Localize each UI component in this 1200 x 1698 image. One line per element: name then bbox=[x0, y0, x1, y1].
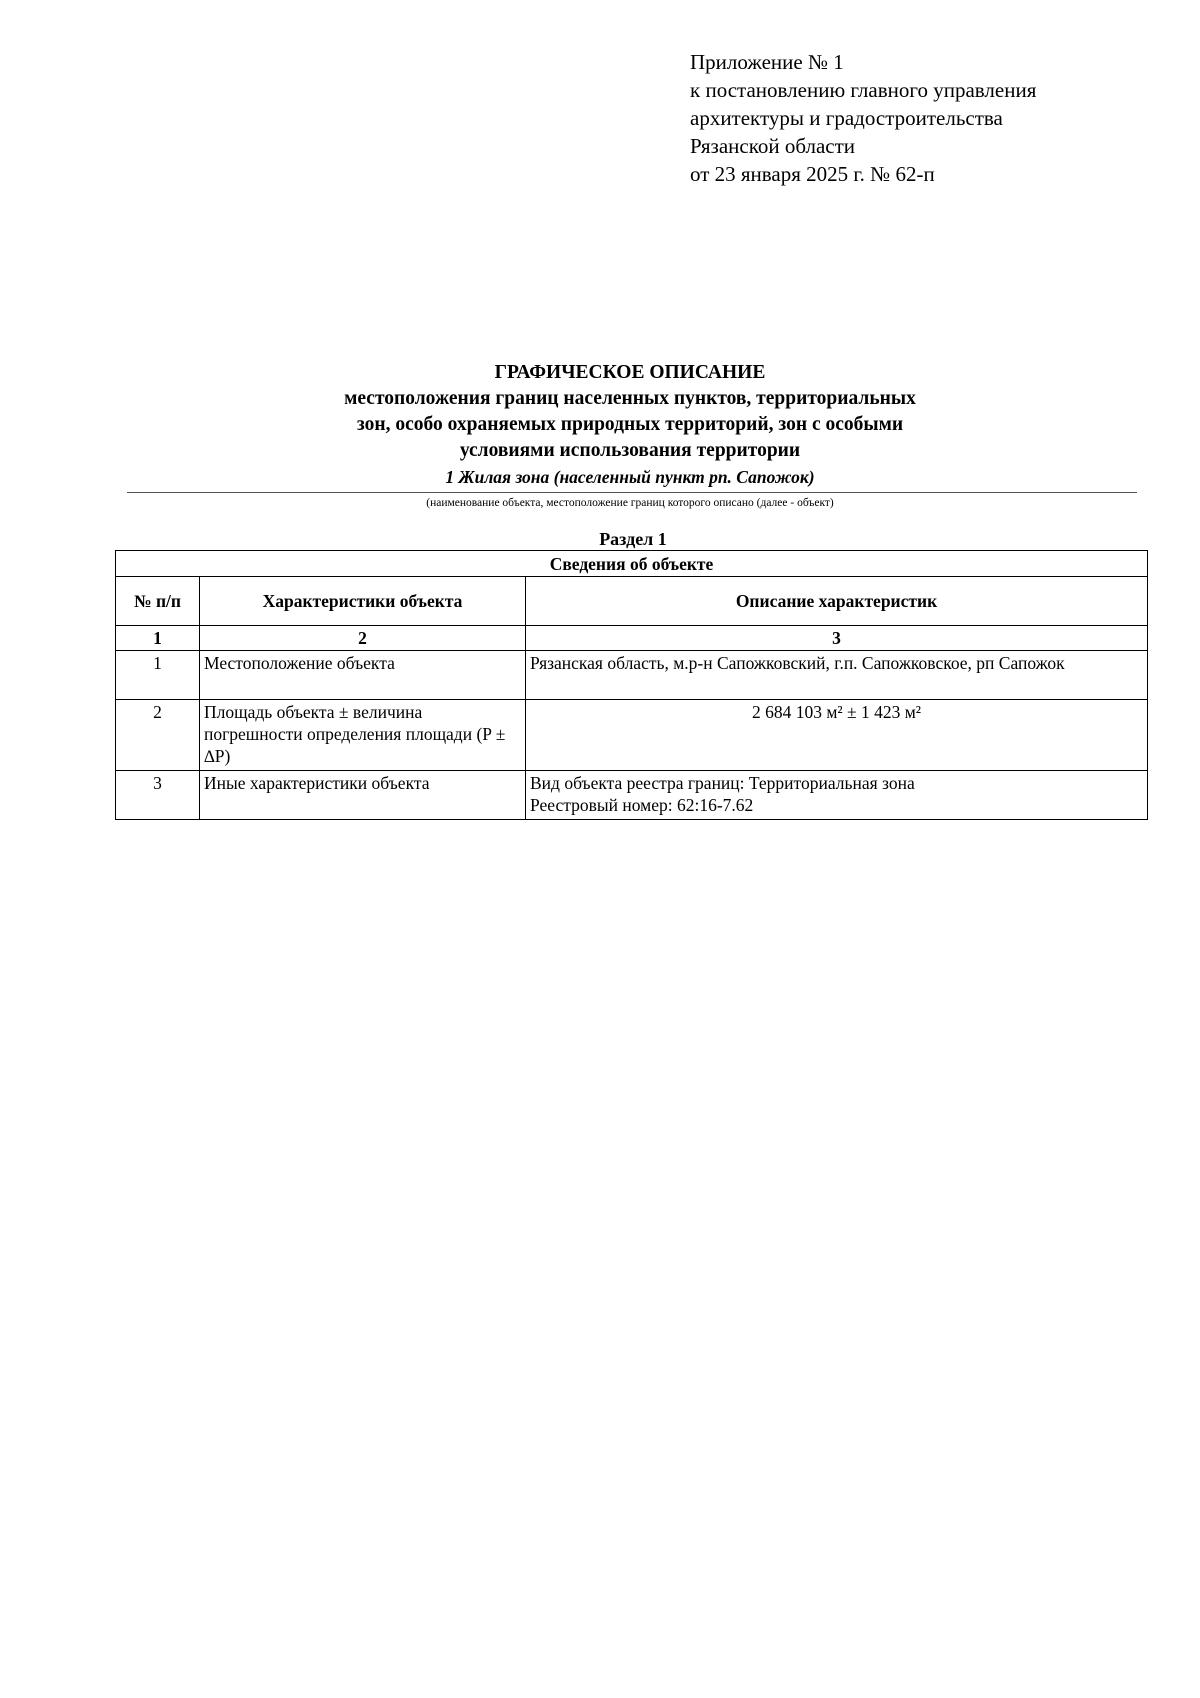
row-description-line: Вид объекта реестра границ: Территориальная зона bbox=[530, 773, 915, 793]
row-characteristic: Иные характеристики объекта bbox=[200, 771, 526, 820]
object-name: 1 Жилая зона (населенный пункт рп. Сапожок) bbox=[445, 467, 815, 487]
row-description: Рязанская область, м.р-н Сапожковский, г.п. Сапожковское, рп Сапожок bbox=[526, 651, 1148, 700]
document-heading bbox=[0, 360, 1200, 464]
object-name-hint: (наименование объекта, местоположение границ которого описано (далее - объект) bbox=[426, 497, 834, 509]
row-description bbox=[526, 771, 1148, 820]
object-info-table bbox=[115, 550, 1148, 820]
document-subtitle-line: зон, особо охраняемых природных территорий, зон с особыми bbox=[356, 414, 904, 435]
table-header-row bbox=[116, 577, 1148, 626]
row-number: 3 bbox=[116, 771, 200, 820]
column-number: 1 bbox=[116, 626, 200, 651]
document-subtitle-line: условиями использования территории bbox=[459, 440, 801, 461]
table-caption: Сведения об объекте bbox=[116, 551, 1148, 577]
appendix-line: к постановлению главного управления bbox=[690, 78, 1037, 102]
appendix-line: Рязанской области bbox=[690, 134, 856, 158]
row-number: 1 bbox=[116, 651, 200, 700]
section-title: Раздел 1 bbox=[599, 529, 667, 549]
header-description: Описание характеристик bbox=[526, 577, 1148, 626]
table-column-numbers-row bbox=[116, 626, 1148, 651]
row-characteristic: Площадь объекта ± величина погрешности определения площади (P ± ∆P) bbox=[200, 700, 526, 771]
table-row bbox=[116, 771, 1148, 820]
column-number: 2 bbox=[200, 626, 526, 651]
row-number: 2 bbox=[116, 700, 200, 771]
header-number: № п/п bbox=[116, 577, 200, 626]
table-row bbox=[116, 700, 1148, 771]
row-description-line: Реестровый номер: 62:16-7.62 bbox=[530, 795, 754, 815]
document-subtitle-line: местоположения границ населенных пунктов, территориальных bbox=[344, 388, 916, 409]
appendix-line: от 23 января 2025 г. № 62-п bbox=[690, 162, 935, 186]
appendix-line: архитектуры и градостроительства bbox=[690, 106, 1003, 130]
row-characteristic: Местоположение объекта bbox=[200, 651, 526, 700]
document-title: ГРАФИЧЕСКОЕ ОПИСАНИЕ bbox=[494, 362, 766, 383]
header-characteristic: Характеристики объекта bbox=[200, 577, 526, 626]
table-caption-row bbox=[116, 551, 1148, 577]
appendix-block bbox=[690, 48, 1036, 188]
table-row bbox=[116, 651, 1148, 700]
column-number: 3 bbox=[526, 626, 1148, 651]
row-description: 2 684 103 м² ± 1 423 м² bbox=[526, 700, 1148, 771]
appendix-line: Приложение № 1 bbox=[690, 50, 844, 74]
object-name-underline bbox=[127, 492, 1137, 493]
